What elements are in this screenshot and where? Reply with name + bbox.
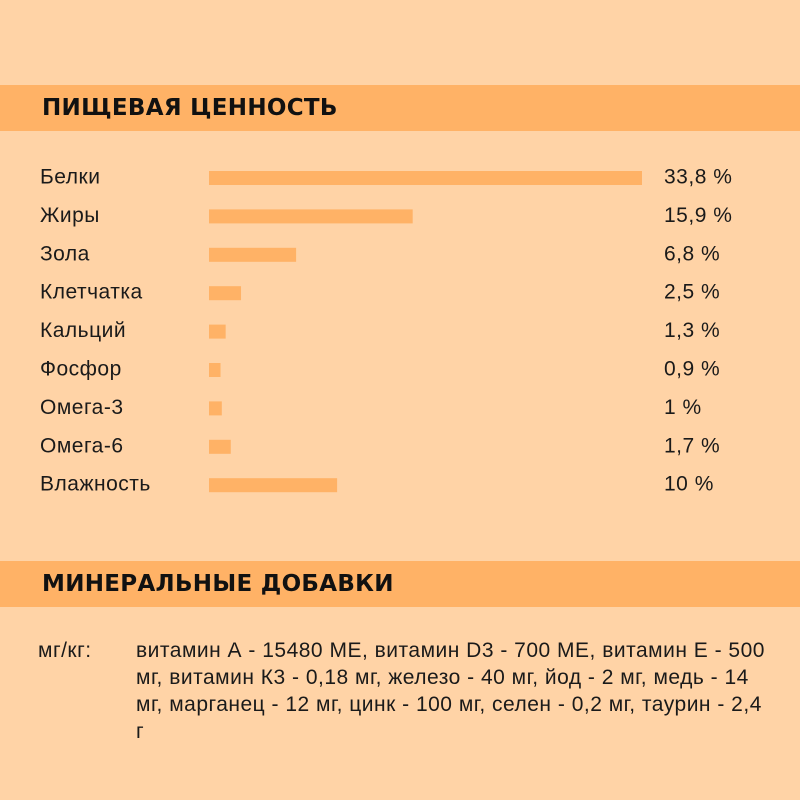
bar xyxy=(209,363,221,377)
nutrition-heading: ПИЩЕВАЯ ЦЕННОСТЬ xyxy=(42,95,338,121)
category-label: Белки xyxy=(40,165,101,189)
bar xyxy=(209,401,222,415)
category-label: Клетчатка xyxy=(40,280,143,304)
category-label: Зола xyxy=(40,242,90,266)
value-label: 33,8 % xyxy=(664,165,733,189)
bar xyxy=(209,325,226,339)
value-label: 1 % xyxy=(664,395,702,419)
bar xyxy=(209,171,642,185)
category-label: Омега-6 xyxy=(40,434,124,458)
value-label: 2,5 % xyxy=(664,280,721,304)
value-label: 6,8 % xyxy=(664,242,721,266)
bar xyxy=(209,248,296,262)
category-label: Кальций xyxy=(40,319,127,343)
category-label: Влажность xyxy=(40,472,151,496)
value-label: 1,3 % xyxy=(664,319,721,343)
value-label: 0,9 % xyxy=(664,357,721,381)
minerals-unit-prefix: мг/кг: xyxy=(38,639,92,662)
value-label: 1,7 % xyxy=(664,434,721,458)
category-label: Жиры xyxy=(40,203,100,227)
minerals-heading: МИНЕРАЛЬНЫЕ ДОБАВКИ xyxy=(42,571,394,597)
minerals-list: витамин А - 15480 МЕ, витамин D3 - 700 МЕ, витамин Е - 500 мг, витамин К3 - 0,18 мг, железо - 40 мг, йод - 2 мг, медь - 14 мг, марганец - 12 мг, цинк - 100 мг, селен - 0,2 мг, таурин - 2,4 г xyxy=(136,639,765,743)
bar xyxy=(209,478,337,492)
category-label: Омега-3 xyxy=(40,395,124,419)
bar xyxy=(209,286,241,300)
minerals-header-band xyxy=(0,561,800,607)
bar xyxy=(209,440,231,454)
value-label: 10 % xyxy=(664,472,714,496)
category-label: Фосфор xyxy=(40,357,122,381)
value-label: 15,9 % xyxy=(664,203,733,227)
bar xyxy=(209,209,413,223)
